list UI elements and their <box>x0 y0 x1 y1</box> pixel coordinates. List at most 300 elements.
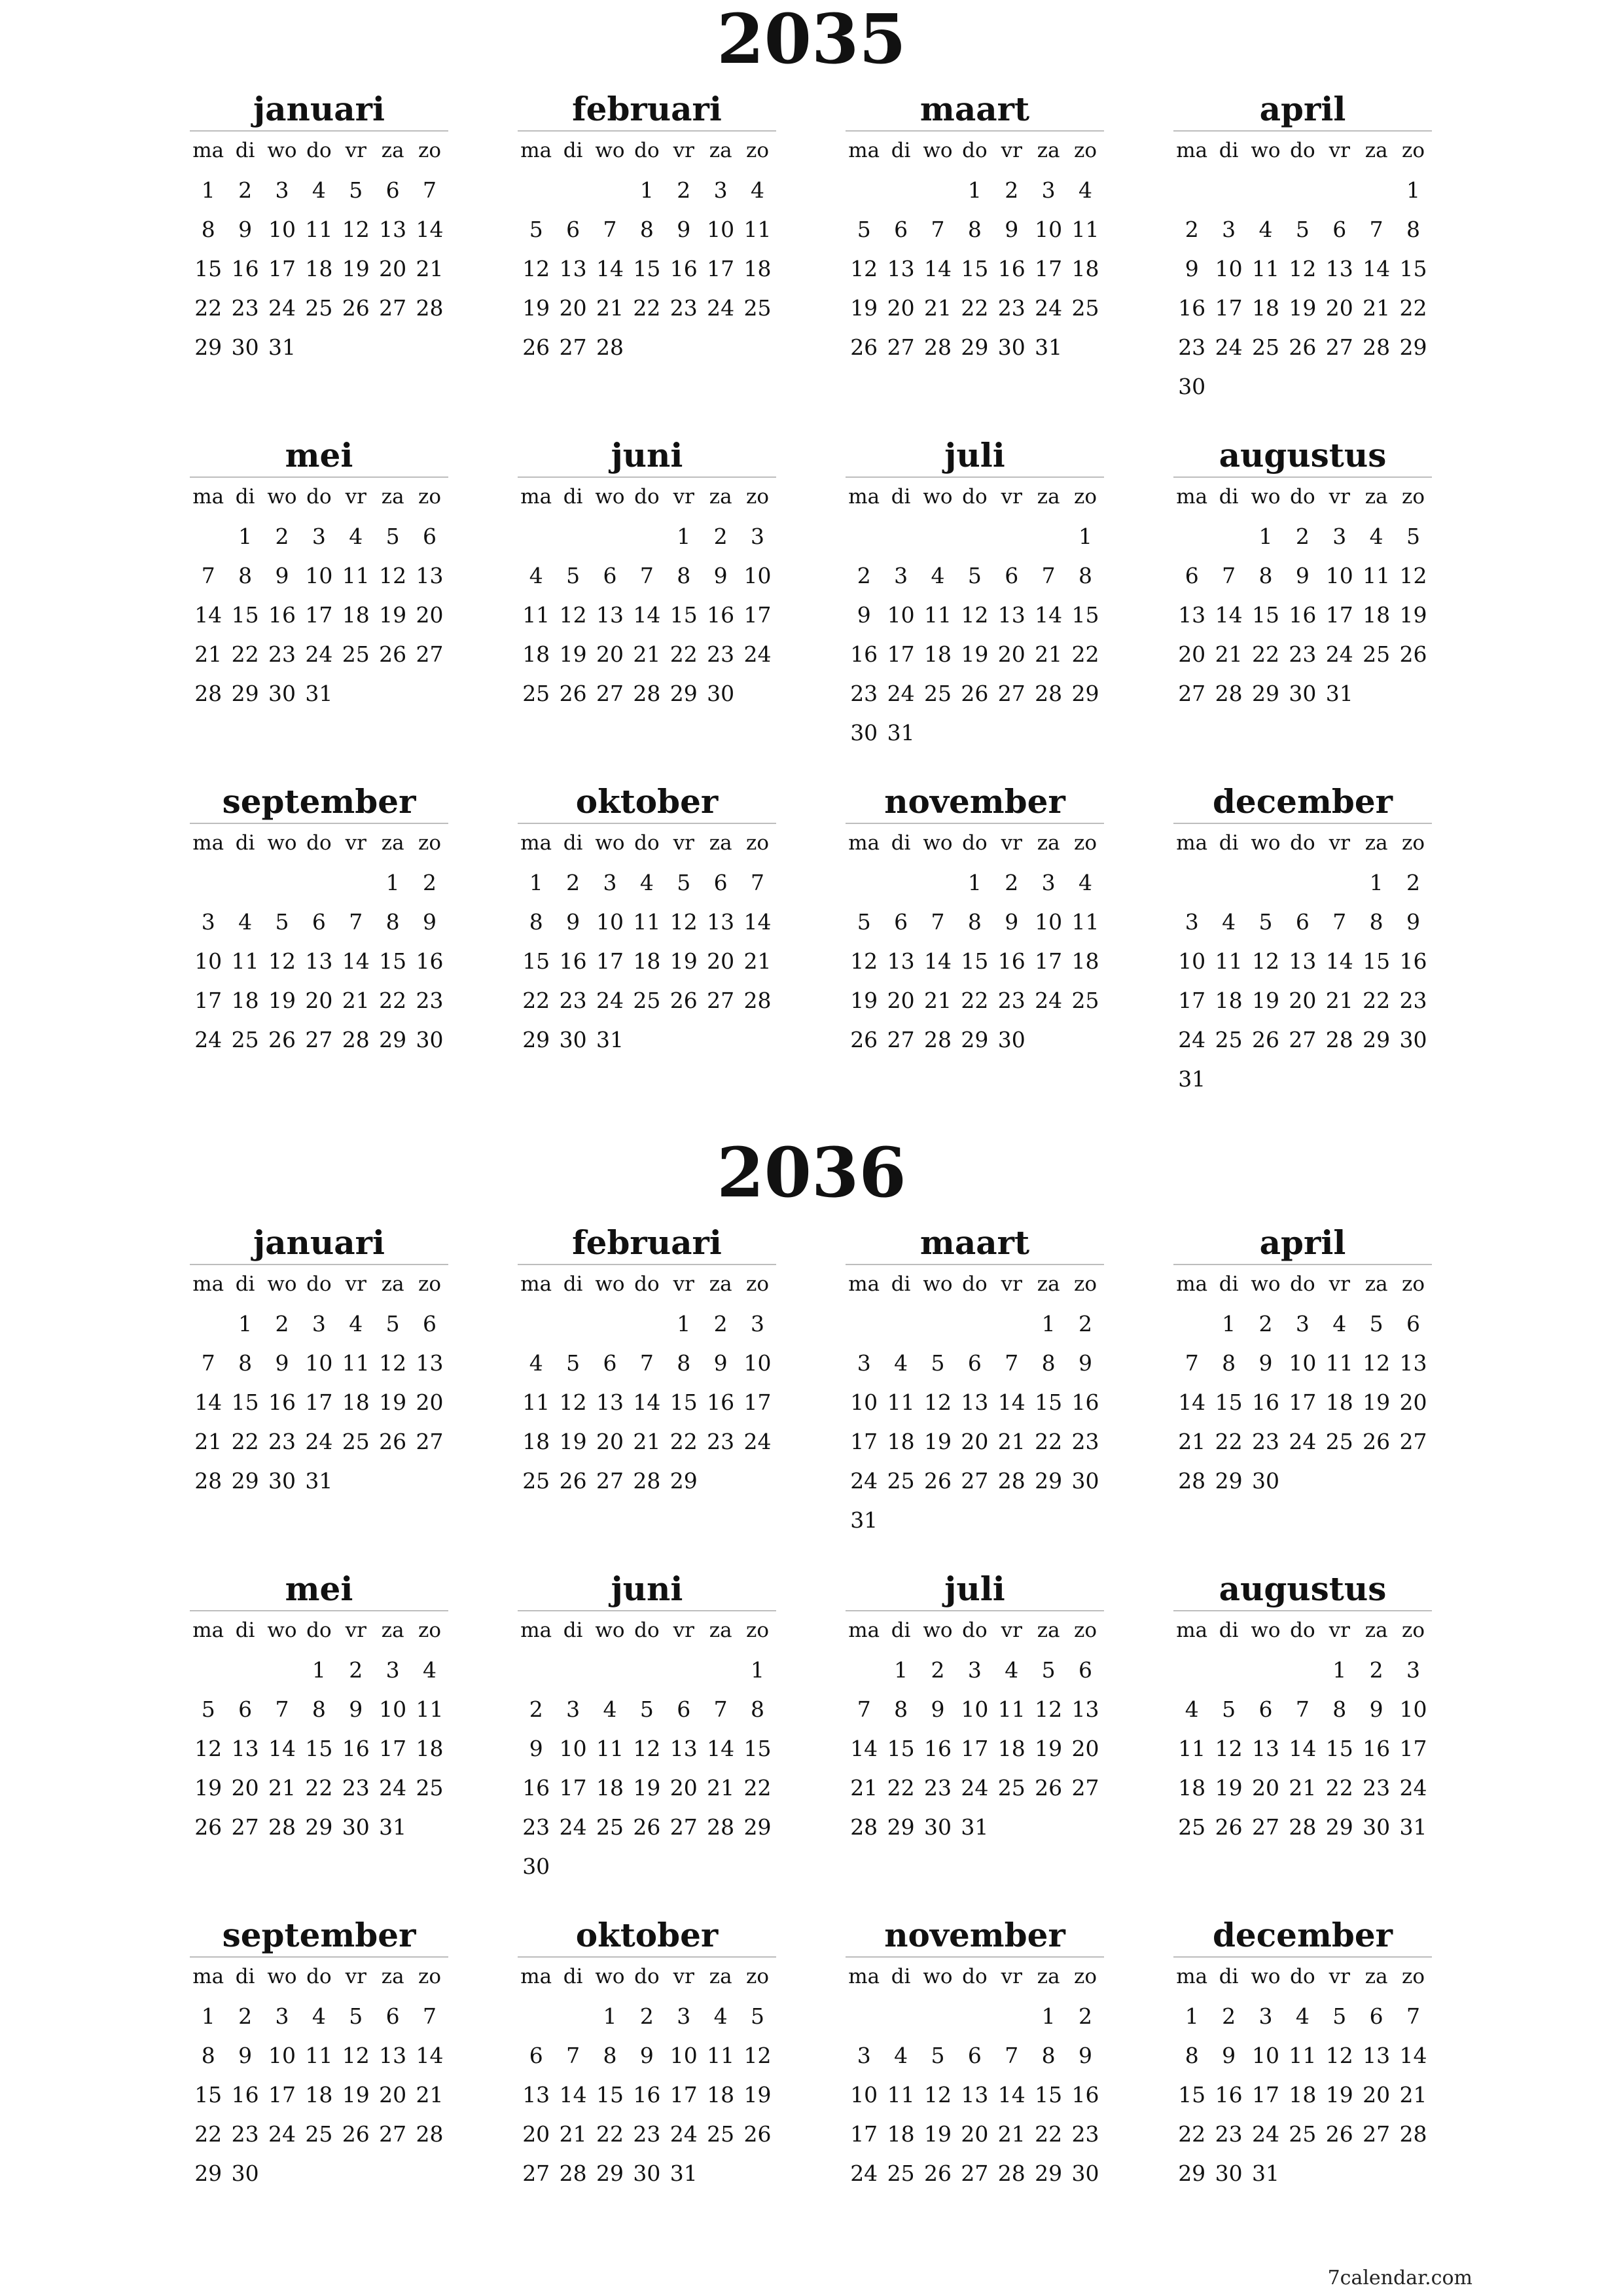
weekday-label: za <box>381 1965 404 1988</box>
week-row <box>190 1344 448 1383</box>
week-row <box>190 2115 448 2154</box>
month-december <box>1173 781 1432 1099</box>
day-cell: 5 <box>857 217 871 242</box>
day-cell: 18 <box>923 641 952 667</box>
day-cell: 18 <box>633 948 661 974</box>
day-cell <box>1067 1020 1103 1060</box>
week-row <box>518 2036 776 2075</box>
week-row <box>846 1383 1104 1422</box>
month-name: oktober <box>518 1914 776 1958</box>
day-cell: 7 <box>423 177 437 203</box>
day-cell <box>1321 1060 1358 1099</box>
weekday-label: zo <box>746 1619 770 1642</box>
weekday-label: zo <box>418 831 442 855</box>
day-cell <box>1284 863 1321 903</box>
day-cell: 9 <box>1406 909 1421 935</box>
weekday-header <box>1173 1611 1432 1651</box>
day-cell: 30 <box>1251 1468 1279 1494</box>
month-name: augustus <box>1173 1568 1432 1611</box>
weekday-label: zo <box>1074 831 1097 855</box>
day-cell: 30 <box>268 1468 296 1494</box>
day-cell: 14 <box>923 948 952 974</box>
day-cell: 14 <box>743 909 772 935</box>
day-cell: 11 <box>305 217 333 242</box>
day-cell <box>1284 367 1321 406</box>
day-cell <box>919 517 956 556</box>
day-cell: 28 <box>743 988 772 1013</box>
weekday-label: zo <box>1074 1272 1097 1296</box>
day-cell: 31 <box>596 1027 624 1052</box>
day-cell: 22 <box>1178 2121 1206 2147</box>
day-cell: 15 <box>596 2082 624 2108</box>
weekday-label: do <box>634 831 660 855</box>
weekday-label: do <box>1290 139 1315 162</box>
week-row <box>190 328 448 367</box>
day-cell: 3 <box>894 563 908 588</box>
week-row <box>518 556 776 596</box>
day-cell: 23 <box>923 1775 952 1801</box>
day-cell <box>702 1847 739 1886</box>
day-cell <box>1067 328 1103 367</box>
day-cell: 21 <box>194 1429 223 1454</box>
day-cell: 15 <box>1325 1736 1353 1761</box>
weekday-label: vr <box>1001 1272 1022 1296</box>
month-januari <box>190 88 448 367</box>
weekday-label: di <box>235 831 255 855</box>
day-cell: 21 <box>1325 988 1353 1013</box>
day-cell: 30 <box>1399 1027 1427 1052</box>
day-cell <box>882 1304 919 1344</box>
weekday-label: di <box>891 139 911 162</box>
day-cell: 16 <box>231 256 259 281</box>
day-cell: 22 <box>887 1775 915 1801</box>
day-cell: 2 <box>1369 1657 1383 1683</box>
day-cell <box>739 2154 776 2193</box>
week-row <box>518 2075 776 2115</box>
day-cell: 19 <box>1251 988 1279 1013</box>
month-juli <box>846 435 1104 753</box>
day-cell: 22 <box>231 641 259 667</box>
week-row <box>518 1344 776 1383</box>
day-cell <box>1247 171 1284 210</box>
day-cell: 19 <box>1399 602 1427 628</box>
week-row <box>190 2036 448 2075</box>
week-row <box>190 1462 448 1501</box>
day-cell <box>411 1808 448 1847</box>
day-cell: 15 <box>961 256 989 281</box>
day-cell <box>882 517 919 556</box>
day-cell: 12 <box>1289 256 1317 281</box>
weekday-label: zo <box>1402 1619 1425 1642</box>
weekday-label: wo <box>1251 1619 1281 1642</box>
day-cell: 19 <box>923 1429 952 1454</box>
weekday-label: ma <box>1176 1965 1208 1988</box>
day-cell: 25 <box>416 1775 444 1801</box>
week-row <box>190 2075 448 2115</box>
weekday-label: za <box>1364 485 1388 509</box>
day-cell <box>1321 863 1358 903</box>
month-september <box>190 1914 448 2193</box>
day-cell: 17 <box>379 1736 407 1761</box>
day-cell: 26 <box>1035 1775 1063 1801</box>
week-row <box>1173 1768 1432 1808</box>
day-cell: 13 <box>416 1350 444 1376</box>
day-cell: 1 <box>677 1311 691 1336</box>
day-cell: 25 <box>707 2121 735 2147</box>
weekday-label: vr <box>1001 139 1022 162</box>
month-name: maart <box>846 88 1104 132</box>
day-cell: 27 <box>1399 1429 1427 1454</box>
day-cell: 30 <box>1178 374 1206 399</box>
month-name: april <box>1173 1222 1432 1265</box>
weekday-label: ma <box>848 831 880 855</box>
day-cell: 20 <box>596 641 624 667</box>
week-row <box>846 1690 1104 1729</box>
weekday-label: zo <box>746 831 770 855</box>
week-row <box>518 1690 776 1729</box>
week-row <box>846 863 1104 903</box>
day-cell: 24 <box>707 295 735 321</box>
weekday-header <box>190 478 448 517</box>
day-cell: 10 <box>887 602 915 628</box>
day-cell: 12 <box>1251 948 1279 974</box>
day-cell: 29 <box>1251 681 1279 706</box>
month-name: januari <box>190 88 448 132</box>
day-cell: 9 <box>238 217 253 242</box>
day-cell: 25 <box>1289 2121 1317 2147</box>
day-cell: 13 <box>379 217 407 242</box>
month-februari <box>518 1222 776 1501</box>
day-cell: 12 <box>1215 1736 1243 1761</box>
year-block-2035 <box>0 0 1623 1092</box>
day-cell: 4 <box>529 563 543 588</box>
day-cell: 6 <box>423 1311 437 1336</box>
day-cell <box>1395 674 1431 713</box>
day-cell: 31 <box>379 1814 407 1840</box>
day-cell: 6 <box>566 217 580 242</box>
day-cell: 27 <box>305 1027 333 1052</box>
day-cell: 25 <box>1071 295 1099 321</box>
day-cell: 27 <box>997 681 1026 706</box>
day-cell: 30 <box>850 720 878 745</box>
day-cell: 19 <box>743 2082 772 2108</box>
week-row <box>190 1768 448 1808</box>
day-cell: 3 <box>275 2003 289 2029</box>
day-cell <box>993 517 1030 556</box>
weekday-label: za <box>709 1965 732 1988</box>
day-cell: 3 <box>385 1657 400 1683</box>
day-cell <box>846 1997 882 2036</box>
weekday-label: za <box>381 1272 404 1296</box>
day-cell: 14 <box>1325 948 1353 974</box>
day-cell: 17 <box>268 256 296 281</box>
day-cell: 2 <box>639 2003 654 2029</box>
day-cell: 16 <box>997 948 1026 974</box>
day-cell: 1 <box>1041 1311 1056 1336</box>
day-cell: 30 <box>522 1854 550 1879</box>
day-cell: 13 <box>669 1736 698 1761</box>
weekday-header <box>846 478 1104 517</box>
weekday-header <box>1173 824 1432 863</box>
day-cell: 15 <box>1363 948 1391 974</box>
day-cell: 11 <box>887 1390 915 1415</box>
weekday-label: di <box>235 1965 255 1988</box>
day-cell: 8 <box>894 1696 908 1722</box>
day-cell: 1 <box>1332 1657 1347 1683</box>
day-cell: 30 <box>231 2161 259 2186</box>
week-row <box>846 1020 1104 1060</box>
day-cell: 20 <box>416 1390 444 1415</box>
week-row <box>190 1729 448 1768</box>
day-cell: 23 <box>268 1429 296 1454</box>
day-cell: 18 <box>707 2082 735 2108</box>
weekday-label: do <box>634 485 660 509</box>
day-cell <box>554 1651 591 1690</box>
day-cell: 25 <box>887 2161 915 2186</box>
day-cell <box>1395 1060 1431 1099</box>
month-april <box>1173 1222 1432 1501</box>
weekday-label: di <box>891 831 911 855</box>
day-cell: 1 <box>1222 1311 1236 1336</box>
day-cell: 10 <box>850 1390 878 1415</box>
day-cell: 16 <box>1289 602 1317 628</box>
day-cell: 1 <box>385 870 400 895</box>
day-cell: 8 <box>1369 909 1383 935</box>
day-cell: 10 <box>305 1350 333 1376</box>
day-cell: 15 <box>305 1736 333 1761</box>
day-cell: 11 <box>1178 1736 1206 1761</box>
weekday-header <box>190 1958 448 1997</box>
day-cell: 14 <box>1215 602 1243 628</box>
day-cell: 3 <box>857 1350 871 1376</box>
day-cell: 3 <box>967 1657 982 1683</box>
day-cell: 18 <box>1071 948 1099 974</box>
day-cell: 10 <box>743 1350 772 1376</box>
day-cell: 29 <box>669 681 698 706</box>
day-cell: 5 <box>529 217 543 242</box>
day-cell: 27 <box>1325 334 1353 360</box>
weekday-label: zo <box>1402 139 1425 162</box>
day-cell: 17 <box>194 988 223 1013</box>
day-cell: 9 <box>349 1696 363 1722</box>
day-cell: 14 <box>1399 2043 1427 2068</box>
day-cell: 3 <box>312 524 326 549</box>
day-cell: 26 <box>633 1814 661 1840</box>
week-row <box>846 674 1104 713</box>
week-row <box>190 171 448 210</box>
weekday-label: wo <box>1251 831 1281 855</box>
day-cell: 22 <box>305 1775 333 1801</box>
day-cell: 8 <box>1332 1696 1347 1722</box>
day-cell: 23 <box>1178 334 1206 360</box>
weekday-header <box>518 1611 776 1651</box>
day-cell: 22 <box>961 295 989 321</box>
day-cell <box>628 1304 665 1344</box>
day-cell: 8 <box>967 909 982 935</box>
weekday-label: zo <box>1402 1272 1425 1296</box>
day-cell: 5 <box>385 1311 400 1336</box>
day-cell: 18 <box>1363 602 1391 628</box>
month-april <box>1173 88 1432 406</box>
day-cell: 21 <box>194 641 223 667</box>
day-cell: 16 <box>1215 2082 1243 2108</box>
day-cell: 18 <box>342 1390 370 1415</box>
day-cell: 4 <box>423 1657 437 1683</box>
week-row <box>846 1651 1104 1690</box>
weekday-label: di <box>1219 139 1239 162</box>
day-cell: 7 <box>639 1350 654 1376</box>
day-cell: 12 <box>743 2043 772 2068</box>
day-cell: 22 <box>1325 1775 1353 1801</box>
week-row <box>190 942 448 981</box>
day-cell: 15 <box>669 1390 698 1415</box>
week-row <box>846 249 1104 289</box>
day-cell: 10 <box>305 563 333 588</box>
day-cell: 29 <box>596 2161 624 2186</box>
day-cell: 27 <box>961 1468 989 1494</box>
weekday-label: wo <box>1251 139 1281 162</box>
day-cell: 5 <box>349 177 363 203</box>
day-cell: 7 <box>423 2003 437 2029</box>
day-cell <box>1030 1808 1067 1847</box>
day-cell: 7 <box>603 217 617 242</box>
day-cell: 6 <box>1258 1696 1273 1722</box>
month-december <box>1173 1914 1432 2193</box>
day-cell: 13 <box>416 563 444 588</box>
day-cell: 4 <box>1079 870 1093 895</box>
day-cell: 25 <box>522 681 550 706</box>
week-row <box>1173 942 1432 981</box>
day-cell: 9 <box>529 1736 543 1761</box>
day-cell <box>628 517 665 556</box>
weekday-label: vr <box>1001 831 1022 855</box>
day-cell <box>1210 367 1247 406</box>
month-name: maart <box>846 1222 1104 1265</box>
day-cell: 29 <box>743 1814 772 1840</box>
day-cell: 14 <box>1363 256 1391 281</box>
day-cell: 3 <box>201 909 215 935</box>
day-cell: 27 <box>1071 1775 1099 1801</box>
day-cell: 1 <box>1079 524 1093 549</box>
day-cell: 14 <box>596 256 624 281</box>
day-cell: 11 <box>416 1696 444 1722</box>
day-cell: 24 <box>1399 1775 1427 1801</box>
day-cell: 17 <box>887 641 915 667</box>
day-cell: 29 <box>1363 1027 1391 1052</box>
week-row <box>1173 249 1432 289</box>
day-cell: 19 <box>268 988 296 1013</box>
day-cell: 6 <box>967 2043 982 2068</box>
day-cell: 18 <box>1325 1390 1353 1415</box>
day-cell: 22 <box>1363 988 1391 1013</box>
weekday-label: ma <box>1176 1619 1208 1642</box>
weekday-label: di <box>1219 1619 1239 1642</box>
weekday-label: wo <box>595 485 625 509</box>
day-cell: 29 <box>231 1468 259 1494</box>
day-cell: 6 <box>385 177 400 203</box>
day-cell: 9 <box>1079 2043 1093 2068</box>
day-cell <box>993 1808 1030 1847</box>
day-cell: 4 <box>1332 1311 1347 1336</box>
day-cell <box>628 1847 665 1886</box>
day-cell: 27 <box>707 988 735 1013</box>
day-cell: 16 <box>342 1736 370 1761</box>
day-cell: 4 <box>1369 524 1383 549</box>
week-row <box>846 210 1104 249</box>
day-cell: 23 <box>1363 1775 1391 1801</box>
day-cell: 2 <box>275 524 289 549</box>
day-cell: 24 <box>559 1814 587 1840</box>
day-cell: 13 <box>997 602 1026 628</box>
day-cell: 7 <box>1406 2003 1421 2029</box>
day-cell: 16 <box>1071 2082 1099 2108</box>
weekday-label: do <box>962 485 988 509</box>
day-cell: 7 <box>751 870 765 895</box>
day-cell <box>190 863 226 903</box>
day-cell: 9 <box>423 909 437 935</box>
weekday-label: za <box>709 139 732 162</box>
week-row <box>1173 2036 1432 2075</box>
weekday-label: di <box>1219 1965 1239 1988</box>
day-cell: 15 <box>379 948 407 974</box>
day-cell: 27 <box>379 2121 407 2147</box>
weekday-label: ma <box>192 1272 224 1296</box>
day-cell <box>1358 2154 1395 2193</box>
day-cell: 18 <box>887 2121 915 2147</box>
week-row <box>518 1422 776 1462</box>
day-cell: 24 <box>743 641 772 667</box>
day-cell <box>1067 713 1103 753</box>
day-cell: 20 <box>596 1429 624 1454</box>
day-cell <box>1030 713 1067 753</box>
month-november <box>846 781 1104 1060</box>
weekday-label: vr <box>673 1619 694 1642</box>
month-maart <box>846 1222 1104 1540</box>
day-cell: 10 <box>1215 256 1243 281</box>
weekday-label: di <box>891 1965 911 1988</box>
weekday-header <box>846 1265 1104 1304</box>
day-cell: 20 <box>997 641 1026 667</box>
year-block-2036 <box>0 1132 1623 2186</box>
day-cell: 16 <box>633 2082 661 2108</box>
day-cell <box>919 171 956 210</box>
day-cell: 17 <box>1251 2082 1279 2108</box>
week-row <box>846 1422 1104 1462</box>
day-cell <box>554 171 591 210</box>
day-cell: 4 <box>931 563 945 588</box>
day-cell: 9 <box>1079 1350 1093 1376</box>
day-cell: 19 <box>850 988 878 1013</box>
week-row <box>1173 635 1432 674</box>
day-cell: 25 <box>997 1775 1026 1801</box>
day-cell: 26 <box>923 2161 952 2186</box>
week-row <box>518 328 776 367</box>
day-cell <box>592 1651 628 1690</box>
weekday-label: di <box>563 1619 583 1642</box>
weekday-label: wo <box>923 139 953 162</box>
day-cell: 27 <box>669 1814 698 1840</box>
weekday-label: di <box>563 831 583 855</box>
day-cell: 5 <box>201 1696 215 1722</box>
week-row <box>518 674 776 713</box>
day-cell: 24 <box>1289 1429 1317 1454</box>
day-cell <box>592 1847 628 1886</box>
day-cell: 7 <box>201 563 215 588</box>
day-cell <box>264 863 300 903</box>
week-row <box>846 942 1104 981</box>
day-cell: 17 <box>743 602 772 628</box>
day-cell: 25 <box>743 295 772 321</box>
